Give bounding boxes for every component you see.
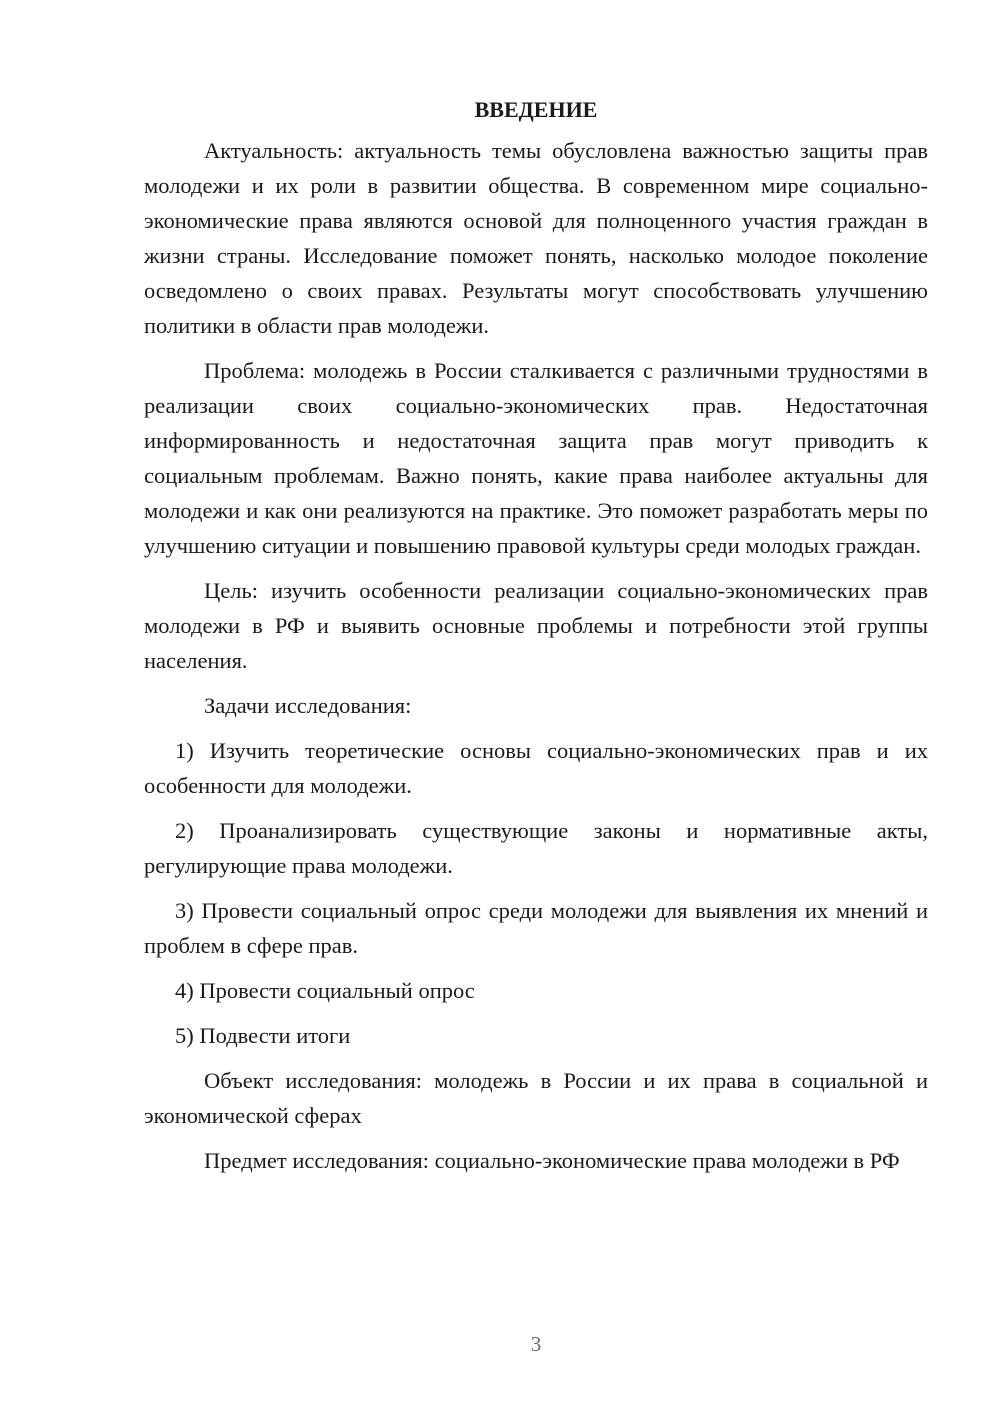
list-item: 2) Проанализировать существующие законы и нормативные акты, регулирующие права молодежи. <box>144 818 928 878</box>
tasks-list <box>144 733 928 1053</box>
page-number: 3 <box>530 1332 542 1356</box>
list-item: 5) Подвести итоги <box>175 1023 351 1048</box>
subject-paragraph: Предмет исследования: социально-экономические права молодежи в РФ <box>204 1148 900 1173</box>
document-page <box>144 92 928 1188</box>
object-paragraph: Объект исследования: молодежь в России и их права в социальной и экономической сферах <box>144 1068 928 1128</box>
list-item: 4) Провести социальный опрос <box>175 978 475 1003</box>
tasks-heading: Задачи исследования: <box>204 693 412 718</box>
relevance-paragraph: Актуальность: актуальность темы обусловлена важностью защиты прав молодежи и их роли в развитии общества. В современном мире социально-экономические права являются основой для полноценного участия граждан в жизни страны. Исследование поможет понять, насколько молодое поколение осведомлено о своих правах. Результаты могут способствовать улучшению политики в области прав молодежи. <box>144 138 928 338</box>
list-item: 3) Провести социальный опрос среди молодежи для выявления их мнений и проблем в сфере прав. <box>144 898 928 958</box>
goal-paragraph: Цель: изучить особенности реализации социально-экономических прав молодежи в РФ и выявить основные проблемы и потребности этой группы населения. <box>144 578 928 673</box>
list-item: 1) Изучить теоретические основы социально-экономических прав и их особенности для молодежи. <box>144 738 928 798</box>
page-title: ВВЕДЕНИЕ <box>474 97 598 122</box>
problem-paragraph: Проблема: молодежь в России сталкивается с различными трудностями в реализации своих социально-экономических прав. Недостаточная информированность и недостаточная защита прав могут приводить к социальным проблемам. Важно понять, какие права наиболее актуальны для молодежи и как они реализуются на практике. Это поможет разработать меры по улучшению ситуации и повышению правовой культуры среди молодых граждан. <box>144 358 928 558</box>
